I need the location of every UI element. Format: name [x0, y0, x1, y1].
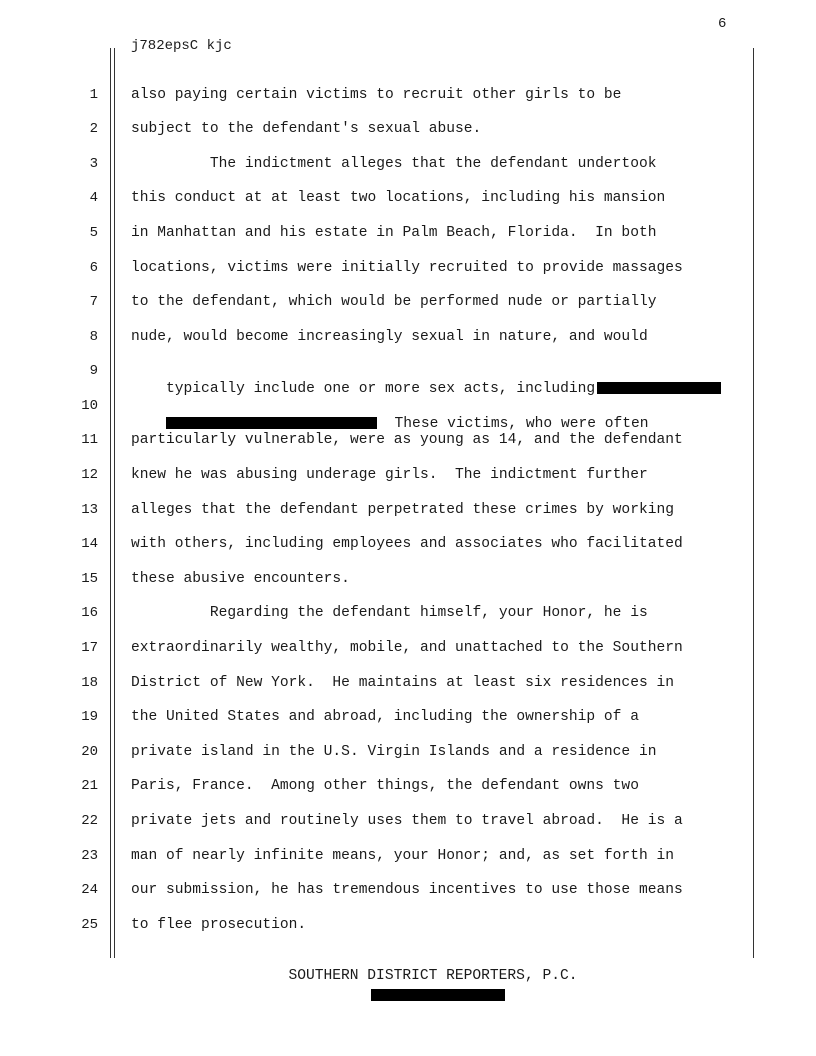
line-number: 8	[89, 329, 98, 345]
line-text: with others, including employees and associates who facilitated	[131, 536, 683, 552]
transcript-line	[131, 535, 683, 553]
transcript-line	[131, 328, 648, 346]
line-number: 17	[81, 640, 98, 656]
transcript-line	[131, 777, 639, 795]
line-text: Regarding the defendant himself, your Honor, he is	[131, 605, 648, 621]
line-number: 14	[81, 536, 98, 552]
line-text: subject to the defendant's sexual abuse.	[131, 121, 482, 137]
transcript-line	[131, 431, 683, 449]
line-number: 20	[81, 744, 98, 760]
line-number: 25	[81, 917, 98, 933]
transcript-line	[131, 224, 656, 242]
right-margin-rule	[753, 48, 754, 958]
line-number: 2	[89, 121, 98, 137]
line-number: 19	[81, 709, 98, 725]
line-text: private jets and routinely uses them to travel abroad. He is a	[131, 813, 683, 829]
transcript-line	[131, 639, 683, 657]
line-number: 3	[89, 156, 98, 172]
line-number: 13	[81, 502, 98, 518]
line-number: 24	[81, 882, 98, 898]
line-text: locations, victims were initially recruited to provide massages	[131, 260, 683, 276]
line-number: 18	[81, 675, 98, 691]
transcript-line	[131, 189, 665, 207]
transcript-line	[131, 743, 656, 761]
footer-redaction-bar	[371, 989, 505, 1001]
line-number: 21	[81, 778, 98, 794]
transcript-line	[131, 466, 648, 484]
line-text: the United States and abroad, including the ownership of a	[131, 709, 639, 725]
line-number: 15	[81, 571, 98, 587]
transcript-line	[131, 120, 481, 138]
transcript-line	[131, 86, 621, 104]
transcript-line	[131, 259, 683, 277]
line-text: to flee prosecution.	[131, 917, 307, 933]
left-margin-rule-outer	[110, 48, 111, 958]
line-text: District of New York. He maintains at least six residences in	[131, 675, 674, 691]
line-text: man of nearly infinite means, your Honor; and, as set forth in	[131, 848, 674, 864]
line-text: in Manhattan and his estate in Palm Beach, Florida. In both	[131, 225, 657, 241]
line-text: nude, would become increasingly sexual in nature, and would	[131, 329, 648, 345]
line-text: knew he was abusing underage girls. The indictment further	[131, 467, 648, 483]
line-number: 1	[89, 87, 98, 103]
line-number: 9	[89, 363, 98, 379]
line-text: These victims, who were often	[377, 416, 649, 432]
transcript-line	[131, 501, 674, 519]
redaction-bar	[597, 382, 721, 394]
line-text: also paying certain victims to recruit other girls to be	[131, 87, 622, 103]
left-margin-rule-inner	[114, 48, 115, 958]
transcript-line	[131, 916, 306, 934]
header-code: j782epsC kjc	[131, 38, 232, 54]
transcript-line	[131, 881, 683, 899]
line-number: 6	[89, 260, 98, 276]
line-text: extraordinarily wealthy, mobile, and unattached to the Southern	[131, 640, 683, 656]
line-number: 4	[89, 190, 98, 206]
line-text: alleges that the defendant perpetrated these crimes by working	[131, 502, 674, 518]
line-text: this conduct at at least two locations, including his mansion	[131, 190, 666, 206]
transcript-line	[131, 604, 648, 622]
line-text: to the defendant, which would be performed nude or partially	[131, 294, 657, 310]
transcript-line	[131, 155, 656, 173]
transcript-line	[131, 708, 639, 726]
line-number: 7	[89, 294, 98, 310]
transcript-line	[131, 293, 656, 311]
footer-reporter: SOUTHERN DISTRICT REPORTERS, P.C.	[288, 968, 578, 984]
transcript-line	[131, 847, 674, 865]
line-text: The indictment alleges that the defendant undertook	[131, 156, 657, 172]
line-number: 5	[89, 225, 98, 241]
line-text: our submission, he has tremendous incentives to use those means	[131, 882, 683, 898]
line-text: these abusive encounters.	[131, 571, 350, 587]
line-number: 22	[81, 813, 98, 829]
line-number: 16	[81, 605, 98, 621]
transcript-line	[131, 570, 350, 588]
line-number: 12	[81, 467, 98, 483]
transcript-line	[131, 812, 683, 830]
line-number: 23	[81, 848, 98, 864]
transcript-line	[131, 674, 674, 692]
line-text: Paris, France. Among other things, the defendant owns two	[131, 778, 639, 794]
page-number: 6	[718, 16, 727, 32]
line-text: typically include one or more sex acts, including	[166, 381, 596, 397]
line-text: particularly vulnerable, were as young as 14, and the defendant	[131, 432, 683, 448]
redaction-bar	[166, 417, 377, 429]
line-number: 10	[81, 398, 98, 414]
line-text: private island in the U.S. Virgin Islands and a residence in	[131, 744, 657, 760]
line-number: 11	[81, 432, 98, 448]
